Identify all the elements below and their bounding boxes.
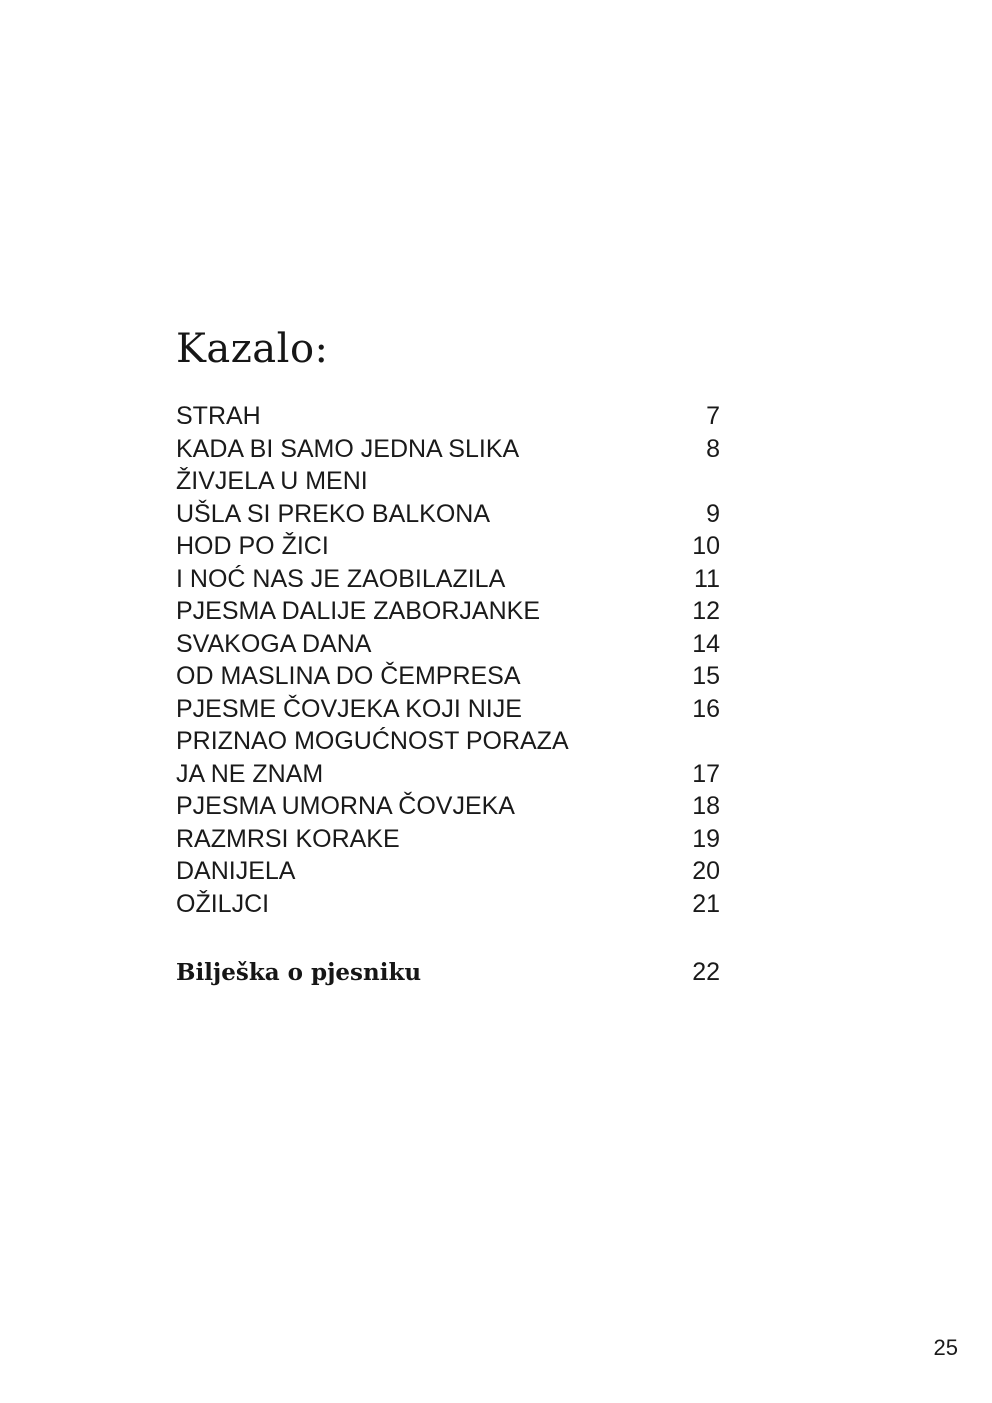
toc-entry-title [176,563,660,596]
toc-entry-page: 11 [694,564,720,593]
toc-entry-page: 17 [692,759,720,788]
toc-entry-title-line: STRAH [176,402,261,430]
toc-entry [176,595,720,628]
toc-entry-page: 18 [692,792,720,820]
toc-entry-author-note [176,958,720,987]
toc-entry-page: 16 [692,694,720,723]
toc-entry-title-line: SVAKOGA DANA [176,629,372,658]
toc-heading: Kazalo: [176,326,329,372]
toc-entry-title: Bilješka o pjesniku [176,959,422,986]
toc-entry [176,530,720,563]
toc-entry-page: 7 [706,402,720,430]
toc-entry [176,888,720,921]
toc-entry-page: 14 [692,629,720,658]
toc-entry-title-line: OD MASLINA DO ČEMPRESA [176,662,521,690]
toc-entry-title [176,790,660,823]
toc-entry [176,498,720,531]
toc-entry-page: 12 [692,597,720,625]
toc-entry [176,855,720,888]
toc-entry-page: 20 [692,857,720,885]
toc-entry-title-line: PJESMA DALIJE ZABORJANKE [176,597,540,625]
toc-entry-title-line: PJESMA UMORNA ČOVJEKA [176,792,515,820]
toc-entry-page: 22 [692,958,720,986]
toc-entry [176,400,720,433]
toc-entry-title-line: ŽIVJELA U MENI [176,467,368,495]
toc-entry-title-line: OŽILJCI [176,889,270,918]
toc-entry-page: 15 [692,662,720,690]
table-of-contents [176,400,720,920]
toc-entry [176,790,720,823]
toc-entry-title-line: RAZMRSI KORAKE [176,824,400,853]
page-number: 25 [933,1335,958,1360]
toc-entry-page: 9 [706,499,720,528]
toc-entry-title-line: DANIJELA [176,857,296,885]
toc-entry-page: 8 [706,434,720,463]
toc-entry-title [176,660,660,693]
toc-entry-title [176,855,660,888]
toc-entry-title [176,498,660,531]
toc-entry-title-line: UŠLA SI PREKO BALKONA [176,499,491,528]
toc-entry-title-line: I NOĆ NAS JE ZAOBILAZILA [176,564,506,593]
toc-entry-title-line: HOD PO ŽICI [176,532,329,560]
toc-entry-title [176,888,660,921]
toc-entry-title [176,693,660,758]
toc-entry-page: 21 [692,889,720,918]
toc-entry-title [176,400,660,433]
toc-entry [176,433,720,498]
toc-entry-page: 10 [692,532,720,560]
toc-entry-title-line: KADA BI SAMO JEDNA SLIKA [176,434,520,463]
toc-entry [176,823,720,856]
toc-entry-title-line: PJESME ČOVJEKA KOJI NIJE [176,694,522,723]
toc-entry-title [176,628,660,661]
toc-entry-title [176,758,660,791]
toc-entry [176,693,720,758]
toc-entry-title [176,530,660,563]
toc-entry [176,660,720,693]
toc-entry [176,758,720,791]
toc-entry-title [176,823,660,856]
toc-entry [176,628,720,661]
toc-entry-title-line: JA NE ZNAM [176,759,324,788]
toc-entry-page: 19 [692,824,720,853]
toc-entry-title [176,595,660,628]
toc-entry-title [176,433,660,498]
toc-entry-title-line: PRIZNAO MOGUĆNOST PORAZA [176,727,569,755]
toc-entry [176,563,720,596]
